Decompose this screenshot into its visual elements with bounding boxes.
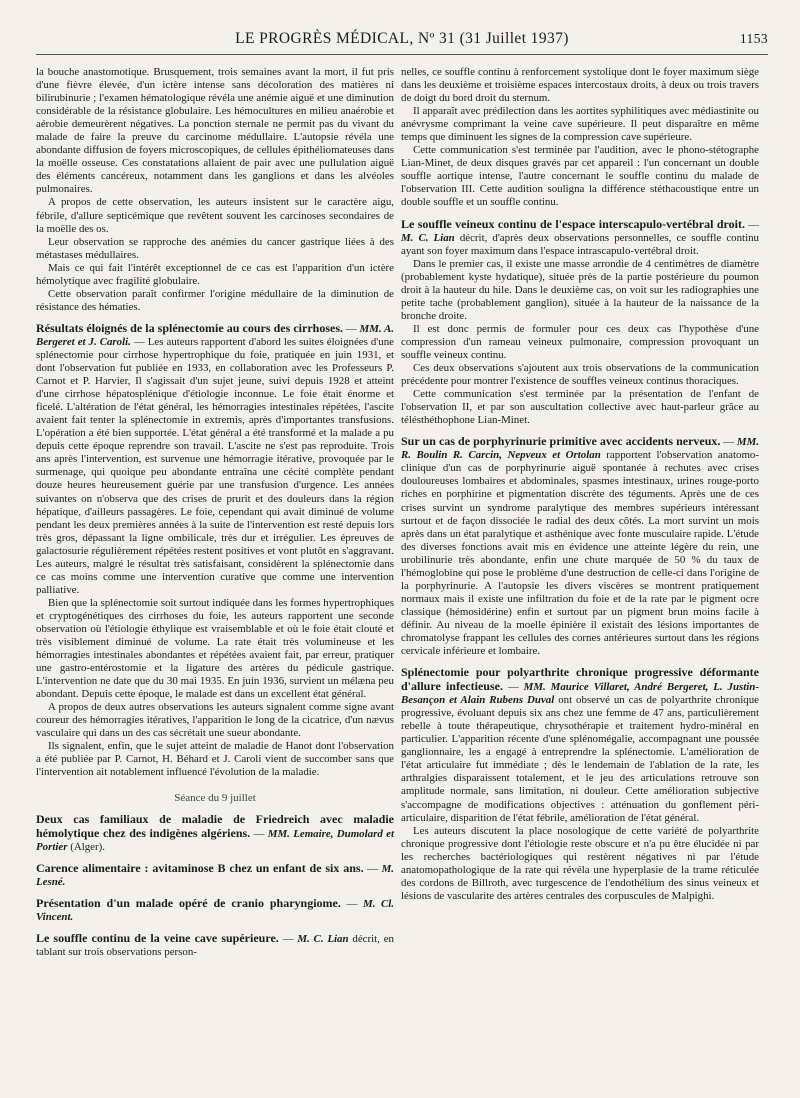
page-number: 1153 bbox=[739, 31, 768, 46]
paragraph: Les auteurs discutent la place nosologique de cette variété de polyarthrite chronique progressive dont l'étiologie reste obscure et n'a pu être élucidée ni par les recherches bactériologiques qui restèrent négatives ni par l'étude anatomopathologique de la rate qui révéla une hyperplasie de la trame réticulée des cordons de Billroth, avec turgescence de l'endothélium des sinus veineux et lésions de vascularite des artères centrales des corpuscules de Malpighi. bbox=[401, 824, 759, 902]
entry-title: Carence alimentaire : avitaminose B chez un enfant de six ans. bbox=[36, 860, 364, 875]
entry-carence: Carence alimentaire : avitaminose B chez un enfant de six ans. — M. Lesné. bbox=[36, 860, 394, 888]
entry-friedreich: Deux cas familiaux de maladie de Friedreich avec maladie hémolytique chez des indigènes algériens. — MM. Lemaire, Dumolard et Portier (Alger). bbox=[36, 811, 394, 853]
entry-authors: M. Cl. Vincent. bbox=[36, 897, 394, 923]
section-title: Résultats éloignés de la splénectomie au cours des cirrhoses. bbox=[36, 320, 343, 335]
paragraph: Bien que la splénectomie soit surtout indiquée dans les formes hypertrophiques et cryptogénétiques des cirrhoses du foie, les auteurs rapportent une seconde observation où l'étiologie éthylique est vraisemblable et où le foie était clouté et très visiblement diminué de volume. La rate était très volumineuse et les hémorragies intestinales abondantes et répétées avaient fait, par erreur, pratiquer une gastro-entérostomie et la ligature des artères du pédicule gastrique. L'intervention ne date que du 30 mai 1935. En juin 1936, survient un mélæna peu abondant. Depuis cette époque, le malade est dans un excellent état général. bbox=[36, 596, 394, 701]
entry-souffle-veine-cave: Le souffle continu de la veine cave supérieure. — M. C. Lian décrit, en tablant sur trois observations person- bbox=[36, 930, 394, 958]
section-text: Les auteurs rapportent d'abord les suites éloignées d'une splénectomie pour cirrhose hypertrophique du foie, pratiquée en juin 1931, et dont l'observation fut publiée en 1933, en collaboration avec les Professeurs P. Carnot et P. Harvier, Il s'agissait d'un sujet jeune, suivi depuis 1928 et atteint d'une cirrhose hépatosplénique d'étiologie inconnue. Le foie était énorme et ficelé. L'altération de l'état général, les hémorragies intestinales répétées, l'ascite avaient fait tenter la splénectomie in extremis, après d'importantes transfusions. L'opération a été bien supportée. L'état général a été transformé et la malade a pu depuis cette époque reprendre son travail. L'ascite ne s'est pas reproduite. Trois ans après l'intervention, est survenue une hémorragie itérative, provoquée par le surmenage, qui quoique peu abondante entraîna une cécité complète pendant douze heures heureusement guérie par une transfusion d'urgence. Les années suivantes on n'observa que des crises de prurit et des douleurs dans la région hépatique, d'ailleurs passagères. Le foie, cependant qui avait diminué de volume pendant les deux premières années à la suite de l'intervention est resté depuis lors très gros, dépassant la ligne ombilicale, très dur et irrégulier. Les épreuves de galactosurie régulièrement répétées restent positives et vont plutôt en s'aggravant. Les auteurs, malgré le résultat très satisfaisant, considèrent la splénectomie dans ce cas moins comme une intervention curative que comme une intervention palliative. bbox=[36, 335, 394, 596]
page-header bbox=[36, 26, 768, 55]
paragraph: A propos de deux autres observations les auteurs signalent comme signe avant coureur des hémorragies itératives, l'apparition le long de la cicatrice, d'un nævus vasculaire qui dans un des cas sécrétait une sueur abondante. bbox=[36, 701, 394, 740]
entry-cranio-pharyngiome: Présentation d'un malade opéré de cranio pharyngiome. — M. Cl. Vincent. bbox=[36, 895, 394, 923]
paragraph: Ils signalent, enfin, que le sujet atteint de maladie de Hanot dont l'observation a été publiée par P. Carnot, H. Béhard et J. Caroli vient de succomber sans que l'intervention ait notablement influencé l'évolution de la maladie. bbox=[36, 740, 394, 779]
entry-text: décrit, en tablant sur trois observations person- bbox=[36, 932, 394, 958]
section-authors: MM. Maurice Villaret, André Bergeret, L. Justin-Besançon et Alain Rubens Duval bbox=[401, 681, 759, 707]
session-heading: Séance du 9 juillet bbox=[174, 791, 256, 804]
paragraph: la bouche anastomotique. Brusquement, trois semaines avant la mort, il fut pris d'une fièvre élevée, d'un ictère intense sans décoloration des matières ni bilirubinurie ; l'examen hématologique révéla une anémie aiguë et une diminution considérable de la résistance globulaire. Les hémocultures en milieu anaérobie et aérobie demeurèrent négatives. La ponction sternale ne permit pas du vivant du malade de faire la preuve du carcinome médullaire. L'autopsie révéla une abondante diffusion de foyers microscopiques, de cellules épithéliomateuses dans la moëlle osseuse. Ces constatations allaient de pair avec une pullulation aiguë des éléments cancéreux, notamment dans les ganglions et dans les alvéoles pulmonaires. bbox=[36, 66, 394, 196]
paragraph: Dans le premier cas, il existe une masse arrondie de 4 centimètres de diamètre (probablement kyste hydatique), située près de la partie postérieure du poumon droit à la hauteur du hile. Dans le deuxième cas, on voit sur les radiographies une petite tache (probablement ganglion), située à la hauteur de la naissance de la bronche droite. bbox=[401, 257, 759, 322]
paragraph: Cette observation paraît confirmer l'origine médullaire de la diminution de résistance des hématies. bbox=[36, 287, 394, 313]
right-column bbox=[401, 66, 759, 903]
entry-title: Le souffle continu de la veine cave supérieure. bbox=[36, 930, 279, 945]
entry-authors: MM. Lemaire, Dumolard et Portier bbox=[36, 827, 394, 853]
section-title: Sur un cas de porphyrinurie primitive avec accidents nerveux. bbox=[401, 434, 721, 449]
paragraph: Cette communication s'est terminée par l'audition, avec le phono-stétographe Lian-Minet, de deux disques gravés par cet appareil : l'un concernant un double souffle aortique intense, l'autre concernant le souffle continu du malade de l'observation III. Cette audition souligna la différence stéthacoustique entre un double souffle et un souffle continu. bbox=[401, 144, 759, 209]
paragraph: Ces deux observations s'ajoutent aux trois observations de la communication précédente pour montrer l'existence de souffles veineux continus thoraciques. bbox=[401, 362, 759, 388]
section-porphyrinurie: Sur un cas de porphyrinurie primitive avec accidents nerveux. — MM. R. Boulin R. Carcin, Nepveux et Ortolan rapportent l'observation anatomo-clinique d'un cas de porphyrinurie aiguë spontanée à rechutes avec crises douloureuses lombaires et abdominales, spasmes intestinaux, urines rouge-porto riches en porphirine et pigmentation discrète des téguments. Après une de ces crises survint un syndrome paralytique des membres supérieurs intéressant surtout et de façon dissociée le radial des deux côtés. La mort survint un mois après dans un état paralytique et asthénique avec fonte musculaire rapide. L'étude des diverses fonctions avait mis en évidence une atteinte légère du rein, une urobilinurie très abondante, enfin une chute marquée de 50 % du taux de l'hémoglobine qui pose le problème d'une destruction de celle-ci dans l'origine de la porphyrinurie. A l'autopsie les divers viscères se montrent pratiquement normaux mais il existe une infiltration du foie et de la rate par le pigment ocre classique (hémosidérine) enfin et surtout par un pigment brun moins facile à définir. Au niveau de la moelle épinière il existait des lésions importantes de chromatolyse frappant les cellules des cornes antérieures surtout dans les régions cervicale inférieure et lombaire. bbox=[401, 434, 759, 658]
left-column bbox=[36, 66, 394, 959]
paragraph: Leur observation se rapproche des anémies du cancer gastrique liées à des métastases médullaires. bbox=[36, 235, 394, 261]
section-splenectomie-cirrhoses: Résultats éloignés de la splénectomie au cours des cirrhoses. — MM. A. Bergeret et J. Caroli. — Les auteurs rapportent d'abord les suites éloignées d'une splénectomie pour cirrhose hypertrophique du foie, pratiquée en juin 1931, et dont l'observation fut publiée en 1933, en collaboration avec les Professeurs P. Carnot et P. Harvier, Il s'agissait d'un sujet jeune, suivi depuis 1928 et atteint d'une cirrhose hépatosplénique d'étiologie inconnue. Le foie était énorme et ficelé. L'altération de l'état général, les hémorragies intestinales répétées, l'ascite avaient fait tenter la splénectomie in extremis, après d'importantes transfusions. L'opération a été bien supportée. L'état général a été transformé et la malade a pu depuis cette époque reprendre son travail. L'ascite ne s'est pas reproduite. Trois ans après l'intervention, est survenue une hémorragie itérative, provoquée par le surmenage, qui quoique peu abondante entraîna une cécité complète pendant douze heures heureusement guérie par une transfusion d'urgence. Les années suivantes on n'observa que des crises de prurit et des douleurs dans la région hépatique, d'ailleurs passagères. Le foie, cependant qui avait diminué de volume pendant les deux premières années à la suite de l'intervention est resté depuis lors très gros, dépassant la ligne ombilicale, très dur et irrégulier. Les épreuves de galactosurie régulièrement répétées restent positives et vont plutôt en s'aggravant. Les auteurs, malgré le résultat très satisfaisant, considèrent la splénectomie dans ce cas moins comme une intervention curative que comme une intervention palliative. bbox=[36, 320, 394, 596]
section-title: Splénectomie pour polyarthrite chronique progressive déformante d'allure infectieuse. bbox=[401, 665, 759, 694]
section-text: rapportent l'observation anatomo-clinique d'un cas de porphyrinurie aiguë spontanée à rechutes avec crises douloureuses lombaires et abdominales, spasmes intestinaux, urines rouge-porto riches en porphirine et pigmentation discrète des téguments. Après une de ces crises survint un syndrome paralytique des membres supérieurs intéressant surtout et de façon dissociée le radial des deux côtés. La mort survint un mois après dans un état paralytique et asthénique avec fonte musculaire rapide. L'étude des diverses fonctions avait mis en évidence une atteinte légère du rein, une urobilinurie très abondante, enfin une chute marquée de 50 % du taux de l'hémoglobine qui pose le problème d'une destruction de celle-ci dans l'origine de la porphyrinurie. A l'autopsie les divers viscères se montrent pratiquement normaux mais il existe une infiltration du foie et de la rate par le pigment ocre classique (hémosidérine) enfin et surtout par un pigment brun moins facile à définir. Au niveau de la moelle épinière il existait des lésions importantes de chromatolyse frappant les cellules des cornes antérieures surtout dans les régions cervicale inférieure et lombaire. bbox=[401, 449, 759, 658]
section-text: décrit, d'après deux observations personnelles, ce souffle continu ayant son foyer maximum dans l'espace intrascapulo-vertébral droit. bbox=[401, 231, 759, 257]
section-authors: MM. R. Boulin R. Carcin, Nepveux et Ortolan bbox=[401, 436, 759, 462]
paragraph: Il apparaît avec prédilection dans les aortites syphilitiques avec médiastinite ou anévrysme comprimant la veine cave supérieure. Il peut disparaître en même temps que diminuent les signes de la compression cave supérieure. bbox=[401, 105, 759, 144]
running-title: LE PROGRÈS MÉDICAL, Nº 31 (31 Juillet 1937) bbox=[235, 30, 569, 47]
section-souffle-interscapulo: Le souffle veineux continu de l'espace interscapulo-vertébral droit. — M. C. Lian décrit, d'après deux observations personnelles, ce souffle continu ayant son foyer maximum dans l'espace intrascapulo-vertébral droit. bbox=[401, 216, 759, 257]
paragraph: Cette communication s'est terminée par la présentation de l'enfant de l'observation II, et par son auscultation collective avec haut-parleur grâce au télésthéthophone Lian-Minet. bbox=[401, 388, 759, 427]
section-authors: M. C. Lian bbox=[401, 231, 455, 244]
entry-title: Présentation d'un malade opéré de cranio pharyngiome. bbox=[36, 895, 341, 910]
entry-text: (Alger). bbox=[70, 840, 105, 853]
section-text: ont observé un cas de polyarthrite chronique progressive, évoluant depuis six ans chez une femme de 47 ans, particulièrement rebelle à toute thérapeutique, chrysothérapie et traitement hydro-minéral en particulier. L'apparition récente d'une splénomégalie, accompagnant une poussée ganglionnaire, les a engagé à entreprendre la splénectomie. L'amélioration de l'état articulaire fut immédiate ; dès le lendemain de l'ablation de la rate, les arthralgies disparaissent totalement, et le jeu des articulations retrouve son amplitude normale, sans limitation, ni douleur. Cette amélioration subjective s'accompagne de modifications objectives : atténuation du gonflement péri-articulaire, disparition de l'état fébrile, amélioration de l'état général. bbox=[401, 694, 759, 824]
entry-authors: M. Lesné. bbox=[36, 862, 394, 888]
paragraph: nelles, ce souffle continu à renforcement systolique dont le foyer maximum siège dans les deuxième et troisième espaces intercostaux droits, à deux ou trois travers de doigt du bord droit du sternum. bbox=[401, 66, 759, 105]
paragraph: A propos de cette observation, les auteurs insistent sur le caractère aigu, fébrile, d'allure septicémique que revêtent souvent les carcinoses secondaires de la moëlle des os. bbox=[36, 196, 394, 235]
paragraph: Il est donc permis de formuler pour ces deux cas l'hypothèse d'une compression d'un rameau veineux pulmonaire, compression provoquant un souffle veineux continu. bbox=[401, 322, 759, 361]
paragraph: Mais ce qui fait l'intérêt exceptionnel de ce cas est l'apparition d'un ictère hémolytique avec fragilité globulaire. bbox=[36, 261, 394, 287]
entry-authors: M. C. Lian bbox=[297, 932, 349, 945]
entry-title: Deux cas familiaux de maladie de Friedreich avec maladie hémolytique chez des indigènes algériens. bbox=[36, 811, 394, 840]
section-title: Le souffle veineux continu de l'espace interscapulo-vertébral droit. bbox=[401, 216, 745, 231]
section-authors: MM. A. Bergeret et J. Caroli. bbox=[36, 322, 394, 348]
section-splenectomie-polyarthrite: Splénectomie pour polyarthrite chronique progressive déformante d'allure infectieuse. — MM. Maurice Villaret, André Bergeret, L. Justin-Besançon et Alain Rubens Duval ont observé un cas de polyarthrite chronique progressive, évoluant depuis six ans chez une femme de 47 ans, particulièrement rebelle à toute thérapeutique, chrysothérapie et traitement hydro-minéral en particulier. L'apparition récente d'une splénomégalie, accompagnant une poussée ganglionnaire, les a engagé à entreprendre la splénectomie. L'amélioration de l'état articulaire fut immédiate ; dès le lendemain de l'ablation de la rate, les arthralgies disparaissent totalement, et le jeu des articulations retrouve son amplitude normale, sans limitation, ni douleur. Cette amélioration subjective s'accompagne de modifications objectives : atténuation du gonflement péri-articulaire, disparition de l'état fébrile, amélioration de l'état général. bbox=[401, 665, 759, 824]
